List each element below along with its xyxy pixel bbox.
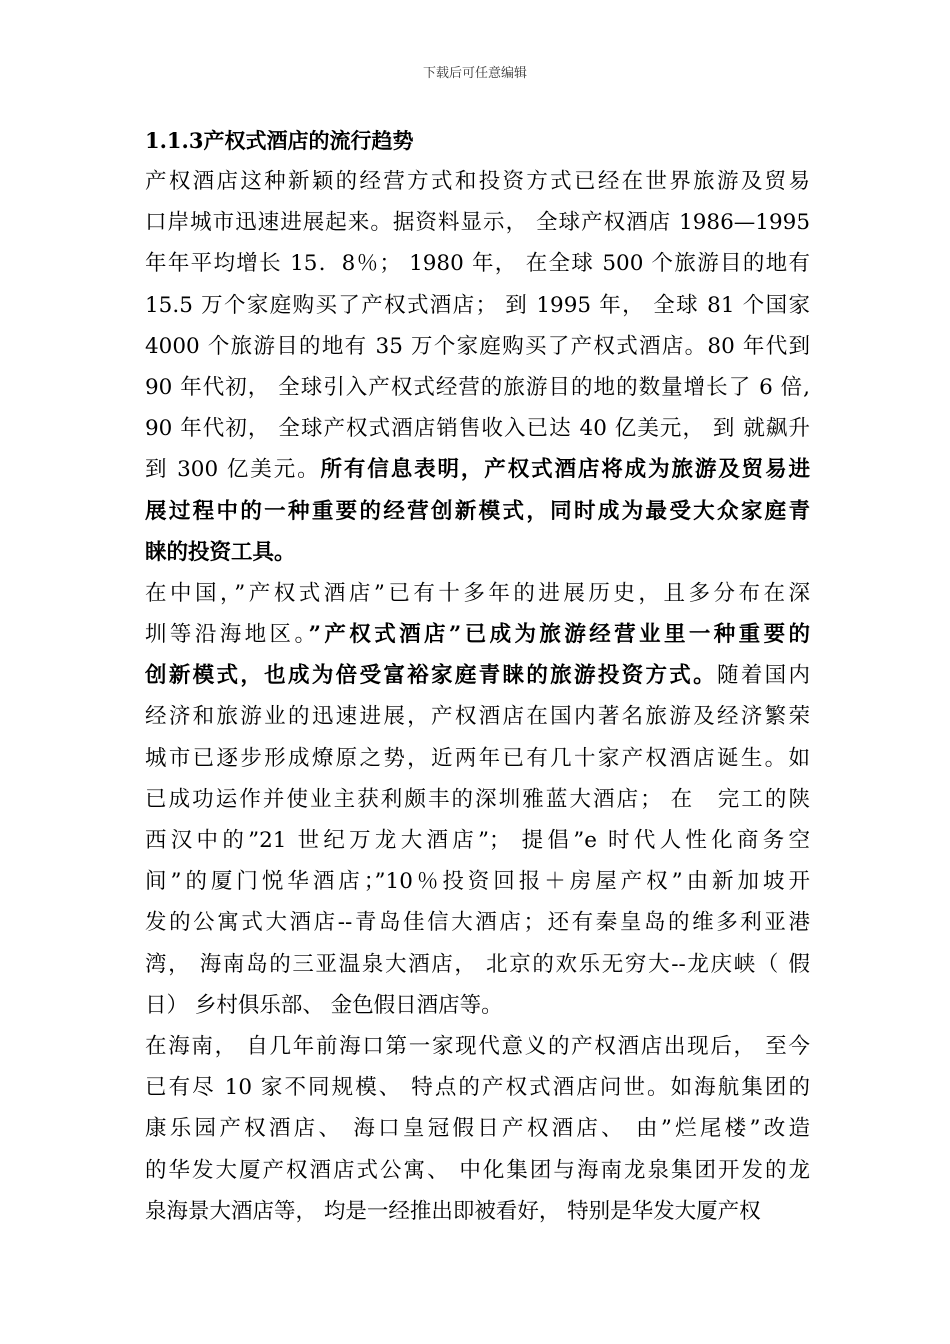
body-text: 湾， 海南岛的三亚温泉大酒店， 北京的欢乐无穷大--龙庆峡（ 假 [145, 951, 810, 977]
paragraph [145, 1026, 810, 1232]
text-line [145, 573, 810, 614]
text-line [145, 161, 810, 202]
text-line [145, 367, 810, 408]
body-text: 随着国内 [716, 663, 810, 689]
body-text: 90 年代初， 全球引入产权式经营的旅游目的地的数量增长了 6 倍, [145, 374, 810, 400]
body-text: 经济和旅游业的迅速进展，产权酒店在国内著名旅游及经济繁荣 [145, 704, 810, 730]
text-line [145, 1150, 810, 1191]
body-text: 90 年代初， 全球产权式酒店销售收入已达 40 亿美元， 到 就飙升 [145, 416, 810, 442]
paragraph [145, 573, 810, 1026]
text-line [145, 1026, 810, 1067]
text-line [145, 944, 810, 985]
text-line [145, 655, 810, 696]
text-line [145, 202, 810, 243]
body-text: 产权酒店这种新颖的经营方式和投资方式已经在世界旅游及贸易 [145, 169, 810, 194]
text-line [145, 1108, 810, 1149]
body-text: 15.5 万个家庭购买了产权式酒店； 到 1995 年， 全球 81 个国家 [145, 292, 810, 318]
text-line [145, 285, 810, 326]
bold-text: ”产权式酒店”已成为旅游经营业里一种重要的 [308, 622, 810, 648]
body-text: 在中国，”产权式酒店”已有十多年的进展历史，且多分布在深 [145, 580, 810, 606]
document-body [145, 120, 810, 1232]
body-text: 康乐园产权酒店、 海口皇冠假日产权酒店、 由”烂尾楼”改造 [145, 1116, 810, 1142]
bold-text: 睐的投资工具。 [145, 539, 296, 565]
body-text: 泉海景大酒店等， 均是一经推出即被看好， 特别是华发大厦产权 [145, 1198, 761, 1224]
text-line [145, 820, 810, 861]
paragraph-container [145, 161, 810, 1232]
body-text: 城市已逐步形成燎原之势，近两年已有几十家产权酒店诞生。如 [145, 745, 810, 771]
text-line [145, 696, 810, 737]
text-line [145, 779, 810, 820]
text-line [145, 902, 810, 943]
body-text: 日） 乡村俱乐部、 金色假日酒店等。 [145, 992, 503, 1018]
body-text: 到 300 亿美元。 [145, 457, 321, 483]
bold-text: 创新模式，也成为倍受富裕家庭青睐的旅游投资方式。 [145, 663, 717, 689]
body-text: 圳等沿海地区。 [145, 622, 309, 648]
body-text: 西汉中的”21 世纪万龙大酒店”； 提倡”e 时代人性化商务空 [145, 828, 810, 853]
body-text: 口岸城市迅速进展起来。据资料显示， 全球产权酒店 1986—1995 [145, 210, 810, 236]
section-heading: 1.1.3产权式酒店的流行趋势 [145, 128, 414, 153]
body-text: 已有尽 10 家不同规模、 特点的产权式酒店问世。如海航集团的 [145, 1075, 810, 1101]
text-line [145, 738, 810, 779]
bold-text: 展过程中的一种重要的经营创新模式，同时成为最受大众家庭青 [145, 498, 810, 524]
body-text: 年年平均增长 15．8％； 1980 年， 在全球 500 个旅游目的地有 [145, 251, 810, 277]
text-line [145, 614, 810, 655]
text-line [145, 1191, 810, 1232]
text-line [145, 326, 810, 367]
body-text: 的华发大厦产权酒店式公寓、 中化集团与海南龙泉集团开发的龙 [145, 1157, 810, 1183]
page-header: 下载后可任意编辑 [422, 66, 527, 81]
text-line [145, 861, 810, 902]
text-line [145, 1067, 810, 1108]
text-line [145, 985, 810, 1026]
body-text: 4000 个旅游目的地有 35 万个家庭购买了产权式酒店。80 年代到 [145, 333, 810, 359]
bold-text: 所有信息表明，产权式酒店将成为旅游及贸易进 [320, 457, 810, 483]
text-line [145, 408, 810, 449]
paragraph [145, 161, 810, 573]
text-line [145, 491, 810, 532]
text-line [145, 449, 810, 490]
body-text: 在海南， 自几年前海口第一家现代意义的产权酒店出现后， 至今 [145, 1033, 810, 1059]
text-line [145, 243, 810, 284]
body-text: 发的公寓式大酒店--青岛佳信大酒店；还有秦皇岛的维多利亚港 [145, 910, 810, 936]
body-text: 间”的厦门悦华酒店；”10％投资回报＋房屋产权”由新加坡开 [145, 869, 810, 895]
text-line [145, 532, 810, 573]
body-text: 已成功运作并使业主获利颇丰的深圳雅蓝大酒店； 在 完工的陕 [145, 786, 810, 812]
